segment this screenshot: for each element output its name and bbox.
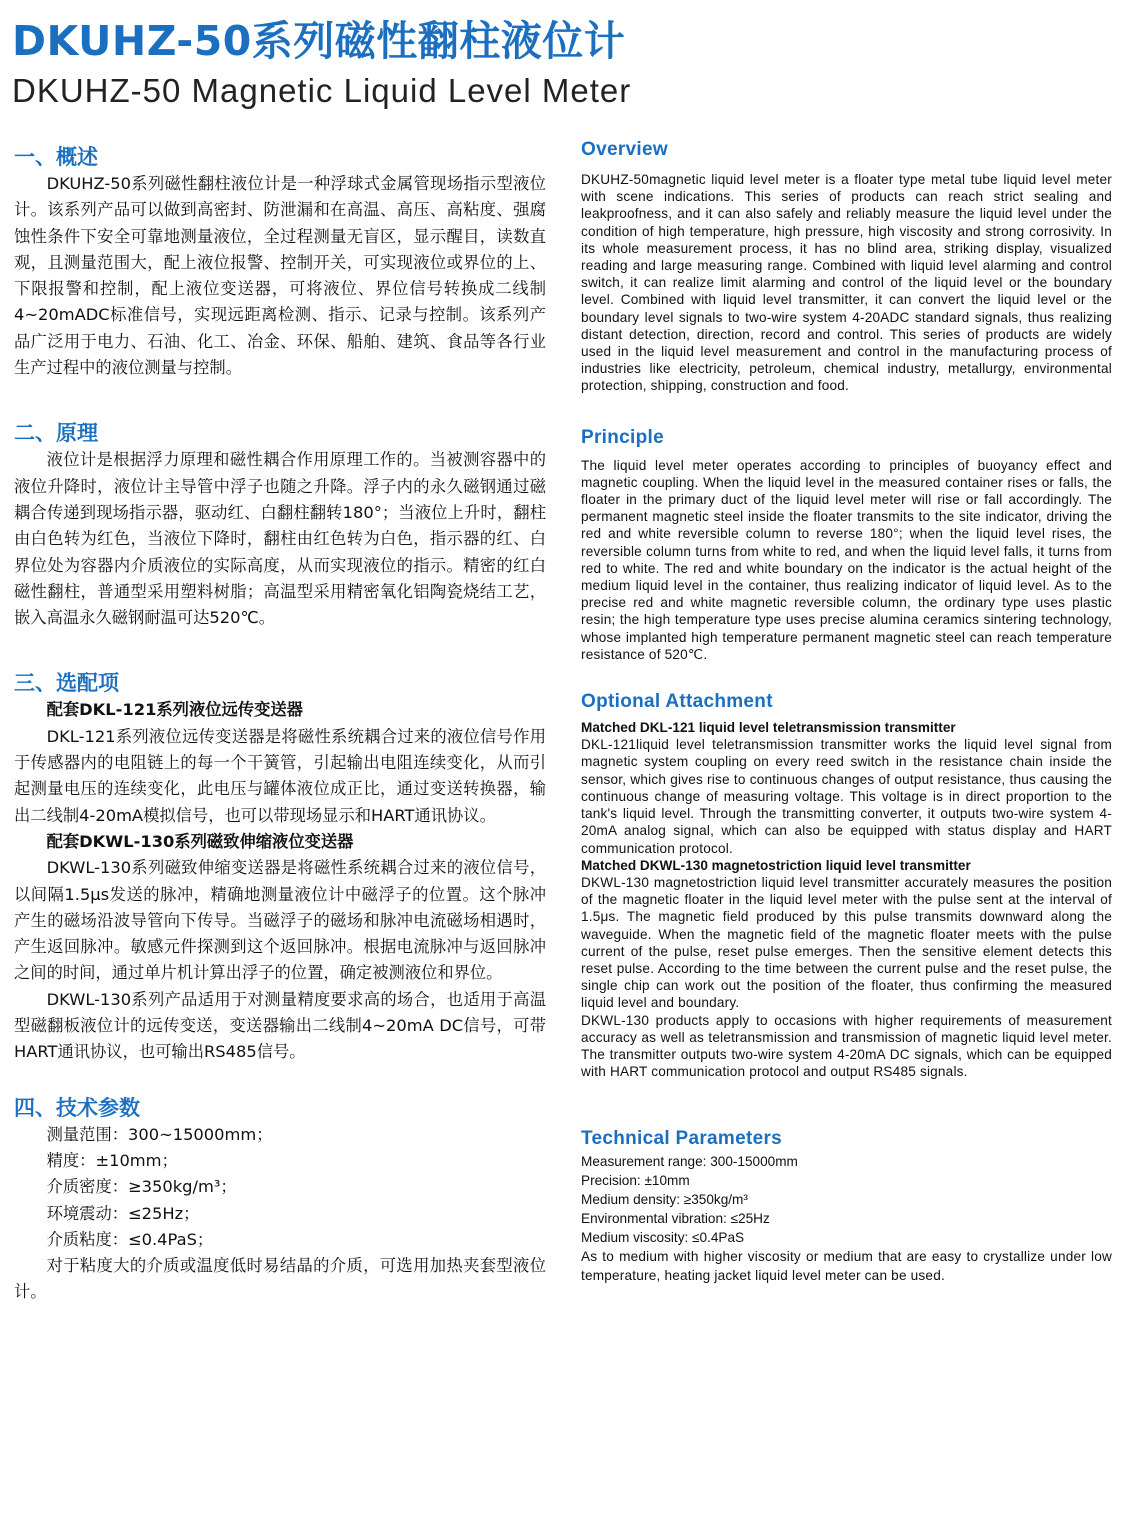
cn-param-viscosity: 介质粘度：≤0.4PaS； xyxy=(46,1229,214,1249)
en-tech-section xyxy=(581,1126,1112,1285)
en-tech-note: As to medium with higher viscosity or medium that are easy to crystallize under low temperature, heating jacket liquid level meter can be used. xyxy=(581,1249,1112,1284)
page-title-cn: DKUHZ-50系列磁性翻柱液位计 xyxy=(12,17,626,65)
cn-dkwl-text-2: DKWL-130系列产品适用于对测量精度要求高的场合，也适用于高温型磁翻板液位计的远传变送，变送器输出二线制4~20mA DC信号，可带HART通讯协议，也可输出RS485信号。 xyxy=(14,989,546,1062)
en-param-precision: Precision: ±10mm xyxy=(581,1173,690,1189)
cn-dkl-title: 配套DKL-121系列液位远传变送器 xyxy=(46,700,303,720)
cn-param-precision: 精度：±10mm； xyxy=(46,1150,178,1170)
cn-overview-heading: 一、概述 xyxy=(14,145,98,169)
cn-principle-heading: 二、原理 xyxy=(14,421,98,446)
en-principle-text: The liquid level meter operates according to principles of buoyancy effect and magnetic coupling. When the liquid level in the measured container rises or falls, the floater in the primary duct of the liquid level meter will rise or fall accordingly. The permanent magnetic steel inside the floater transmits to the site indicator, driving the red and white reversible column to reverse 180°; when the liquid level rises, the reversible column turns from white to red, and when the liquid level falls, it turns from red to white. The red and white boundary on the indicator is the actual height of the medium liquid level in the container, thus realizing indicator of liquid level. As to the precise red and white magnetic reversible column, the ordinary type uses plastic resin; the high temperature type uses precise alumina ceramics sintering technology, whose implanted high temperature permanent magnetic steel can reach temperature resistance of 520℃. xyxy=(581,457,1112,662)
cn-overview-section xyxy=(14,143,546,381)
chinese-column xyxy=(14,143,546,1306)
en-dkl-title: Matched DKL-121 liquid level teletransmission transmitter xyxy=(581,720,956,736)
cn-tech-section xyxy=(14,1094,546,1306)
cn-dkwl-text-1: DKWL-130系列磁致伸缩变送器是将磁性系统耦合过来的液位信号，以间隔1.5μs发送的脉冲，精确地测量液位计中磁浮子的位置。这个脉冲产生的磁场沿波导管向下传导。当磁浮子的磁场和脉冲电流磁场相遇时，产生返回脉冲。敏感元件探测到这个返回脉冲。根据电流脉冲与返回脉冲之间的时间，通过单片机计算出浮子的位置，确定被测液位和界位。 xyxy=(14,858,546,983)
en-param-density: Medium density: ≥350kg/m³ xyxy=(581,1192,748,1208)
cn-options-heading: 三、选配项 xyxy=(14,671,119,696)
cn-param-vibration: 环境震动：≤25Hz； xyxy=(46,1203,200,1223)
cn-param-range: 测量范围：300~15000mm； xyxy=(46,1124,273,1144)
en-dkwl-title: Matched DKWL-130 magnetostriction liquid level transmitter xyxy=(581,857,971,873)
en-param-vibration: Environmental vibration: ≤25Hz xyxy=(581,1211,770,1227)
cn-param-density: 介质密度：≥350kg/m³； xyxy=(46,1177,237,1197)
en-tech-heading: Technical Parameters xyxy=(581,1128,783,1150)
cn-principle-text: 液位计是根据浮力原理和磁性耦合作用原理工作的。当被测容器中的液位升降时，液位计主导管中浮子也随之升降。浮子内的永久磁钢通过磁耦合传递到现场指示器，驱动红、白翻柱翻转180°；当液位上升时，翻柱由白色转为红色，当液位下降时，翻柱由红色转为白色，指示器的红、白界位处为容器内介质液位的实际高度，从而实现液位的指示。精密的红白磁性翻柱，普通型采用塑料树脂；高温型采用精密氧化铝陶瓷烧结工艺，嵌入高温永久磁钢耐温可达520℃。 xyxy=(14,450,546,628)
en-dkl-text: DKL-121liquid level teletransmission transmitter works the liquid level signal from magnetic system coupling on every reed switch in the resistance chain inside the sensor, which gives rise to continuous changes of output resistance, thus causing the continuous change of measuring voltage. This voltage is in direct proportion to the tank's liquid level. Through the transmitting converter, it outputs two-wire system 4-20mA analog signal, which can also be equipped with status display and HART communication protocol. xyxy=(581,737,1112,856)
en-principle-section xyxy=(581,425,1112,663)
cn-tech-note: 对于粘度大的介质或温度低时易结晶的介质，可选用加热夹套型液位计。 xyxy=(14,1256,546,1302)
en-options-section xyxy=(581,689,1112,1080)
cn-principle-section xyxy=(14,419,546,631)
en-options-heading: Optional Attachment xyxy=(581,691,773,713)
en-overview-section xyxy=(581,137,1112,395)
cn-options-section xyxy=(14,669,546,1065)
cn-tech-heading: 四、技术参数 xyxy=(14,1095,140,1120)
cn-dkwl-title: 配套DKWL-130系列磁致伸缩液位变送器 xyxy=(46,831,354,851)
en-principle-heading: Principle xyxy=(581,426,664,448)
en-overview-text: DKUHZ-50magnetic liquid level meter is a floater type metal tube liquid level meter with scene indications. This series of products can reach strict sealing and leakproofness, and it can also safely and reliably measure the liquid level under the condition of high temperature, high pressure, high viscosity and strong corrosivity. In its whole measurement process, it has no blind area, striking display, visualized reading and large measuring range. Combined with liquid level alarming and control switch, it can realize limit alarming and control of the liquid level or the boundary level. Combined with liquid level transmitter, it can convert the liquid level or the boundary level signals to two-wire system 4-20ADC standard signals, thus realizing distant detection, direction, record and control. This series of products are widely used in the liquid level measurement and control in the manufacturing process of industries like electricity, petroleum, chemical industry, metallurgy, environmental protection, shipping, construction and food. xyxy=(581,172,1112,394)
en-dkwl-text-2: DKWL-130 products apply to occasions with higher requirements of measurement accuracy as well as teletransmission and transmission of magnetic liquid level meter. The transmitter outputs two-wire system 4-20mA DC signals, which can be equipped with HART communication protocol and output RS485 signals. xyxy=(581,1012,1112,1080)
cn-overview-text: DKUHZ-50系列磁性翻柱液位计是一种浮球式金属管现场指示型液位计。该系列产品可以做到高密封、防泄漏和在高温、高压、高粘度、强腐蚀性条件下安全可靠地测量液位，全过程测量无盲区，显示醒目，读数直观，且测量范围大，配上液位报警、控制开关，可实现液位或界位的上、下限报警和控制，配上液位变送器，可将液位、界位信号转换成二线制4~20mADC标准信号，实现远距离检测、指示、记录与控制。该系列产品广泛用于电力、石油、化工、冶金、环保、船舶、建筑、食品等各行业生产过程中的液位测量与控制。 xyxy=(14,174,546,378)
english-column xyxy=(581,137,1112,1285)
en-dkwl-text-1: DKWL-130 magnetostriction liquid level transmitter accurately measures the position of the magnetic floater in the liquid level meter with the pulse sent at the interval of 1.5μs. The magnetic field produced by this pulse transmits downward along the waveguide. When the magnetic field of the magnetic floater meets with the pulse current of the pulse, reset pulse emerges. Then the sensitive element detects this reset pulse. According to the time between the current pulse and the reset pulse, the single chip can work out the position of the floater, thus confirming the measured liquid level and boundary. xyxy=(581,874,1112,1011)
en-overview-heading: Overview xyxy=(581,139,668,160)
en-param-viscosity: Medium viscosity: ≤0.4PaS xyxy=(581,1230,745,1246)
page-title-en: DKUHZ-50 Magnetic Liquid Level Meter xyxy=(12,72,632,109)
en-param-range: Measurement range: 300-15000mm xyxy=(581,1154,798,1170)
cn-dkl-text: DKL-121系列液位远传变送器是将磁性系统耦合过来的液位信号作用于传感器内的电阻链上的每一个干簧管，引起输出电阻连续变化，从而引起测量电压的连续变化，此电压与罐体液位成正比，通过变送转换器，输出二线制4-20mA模拟信号，也可以带现场显示和HART通讯协议。 xyxy=(14,726,546,825)
